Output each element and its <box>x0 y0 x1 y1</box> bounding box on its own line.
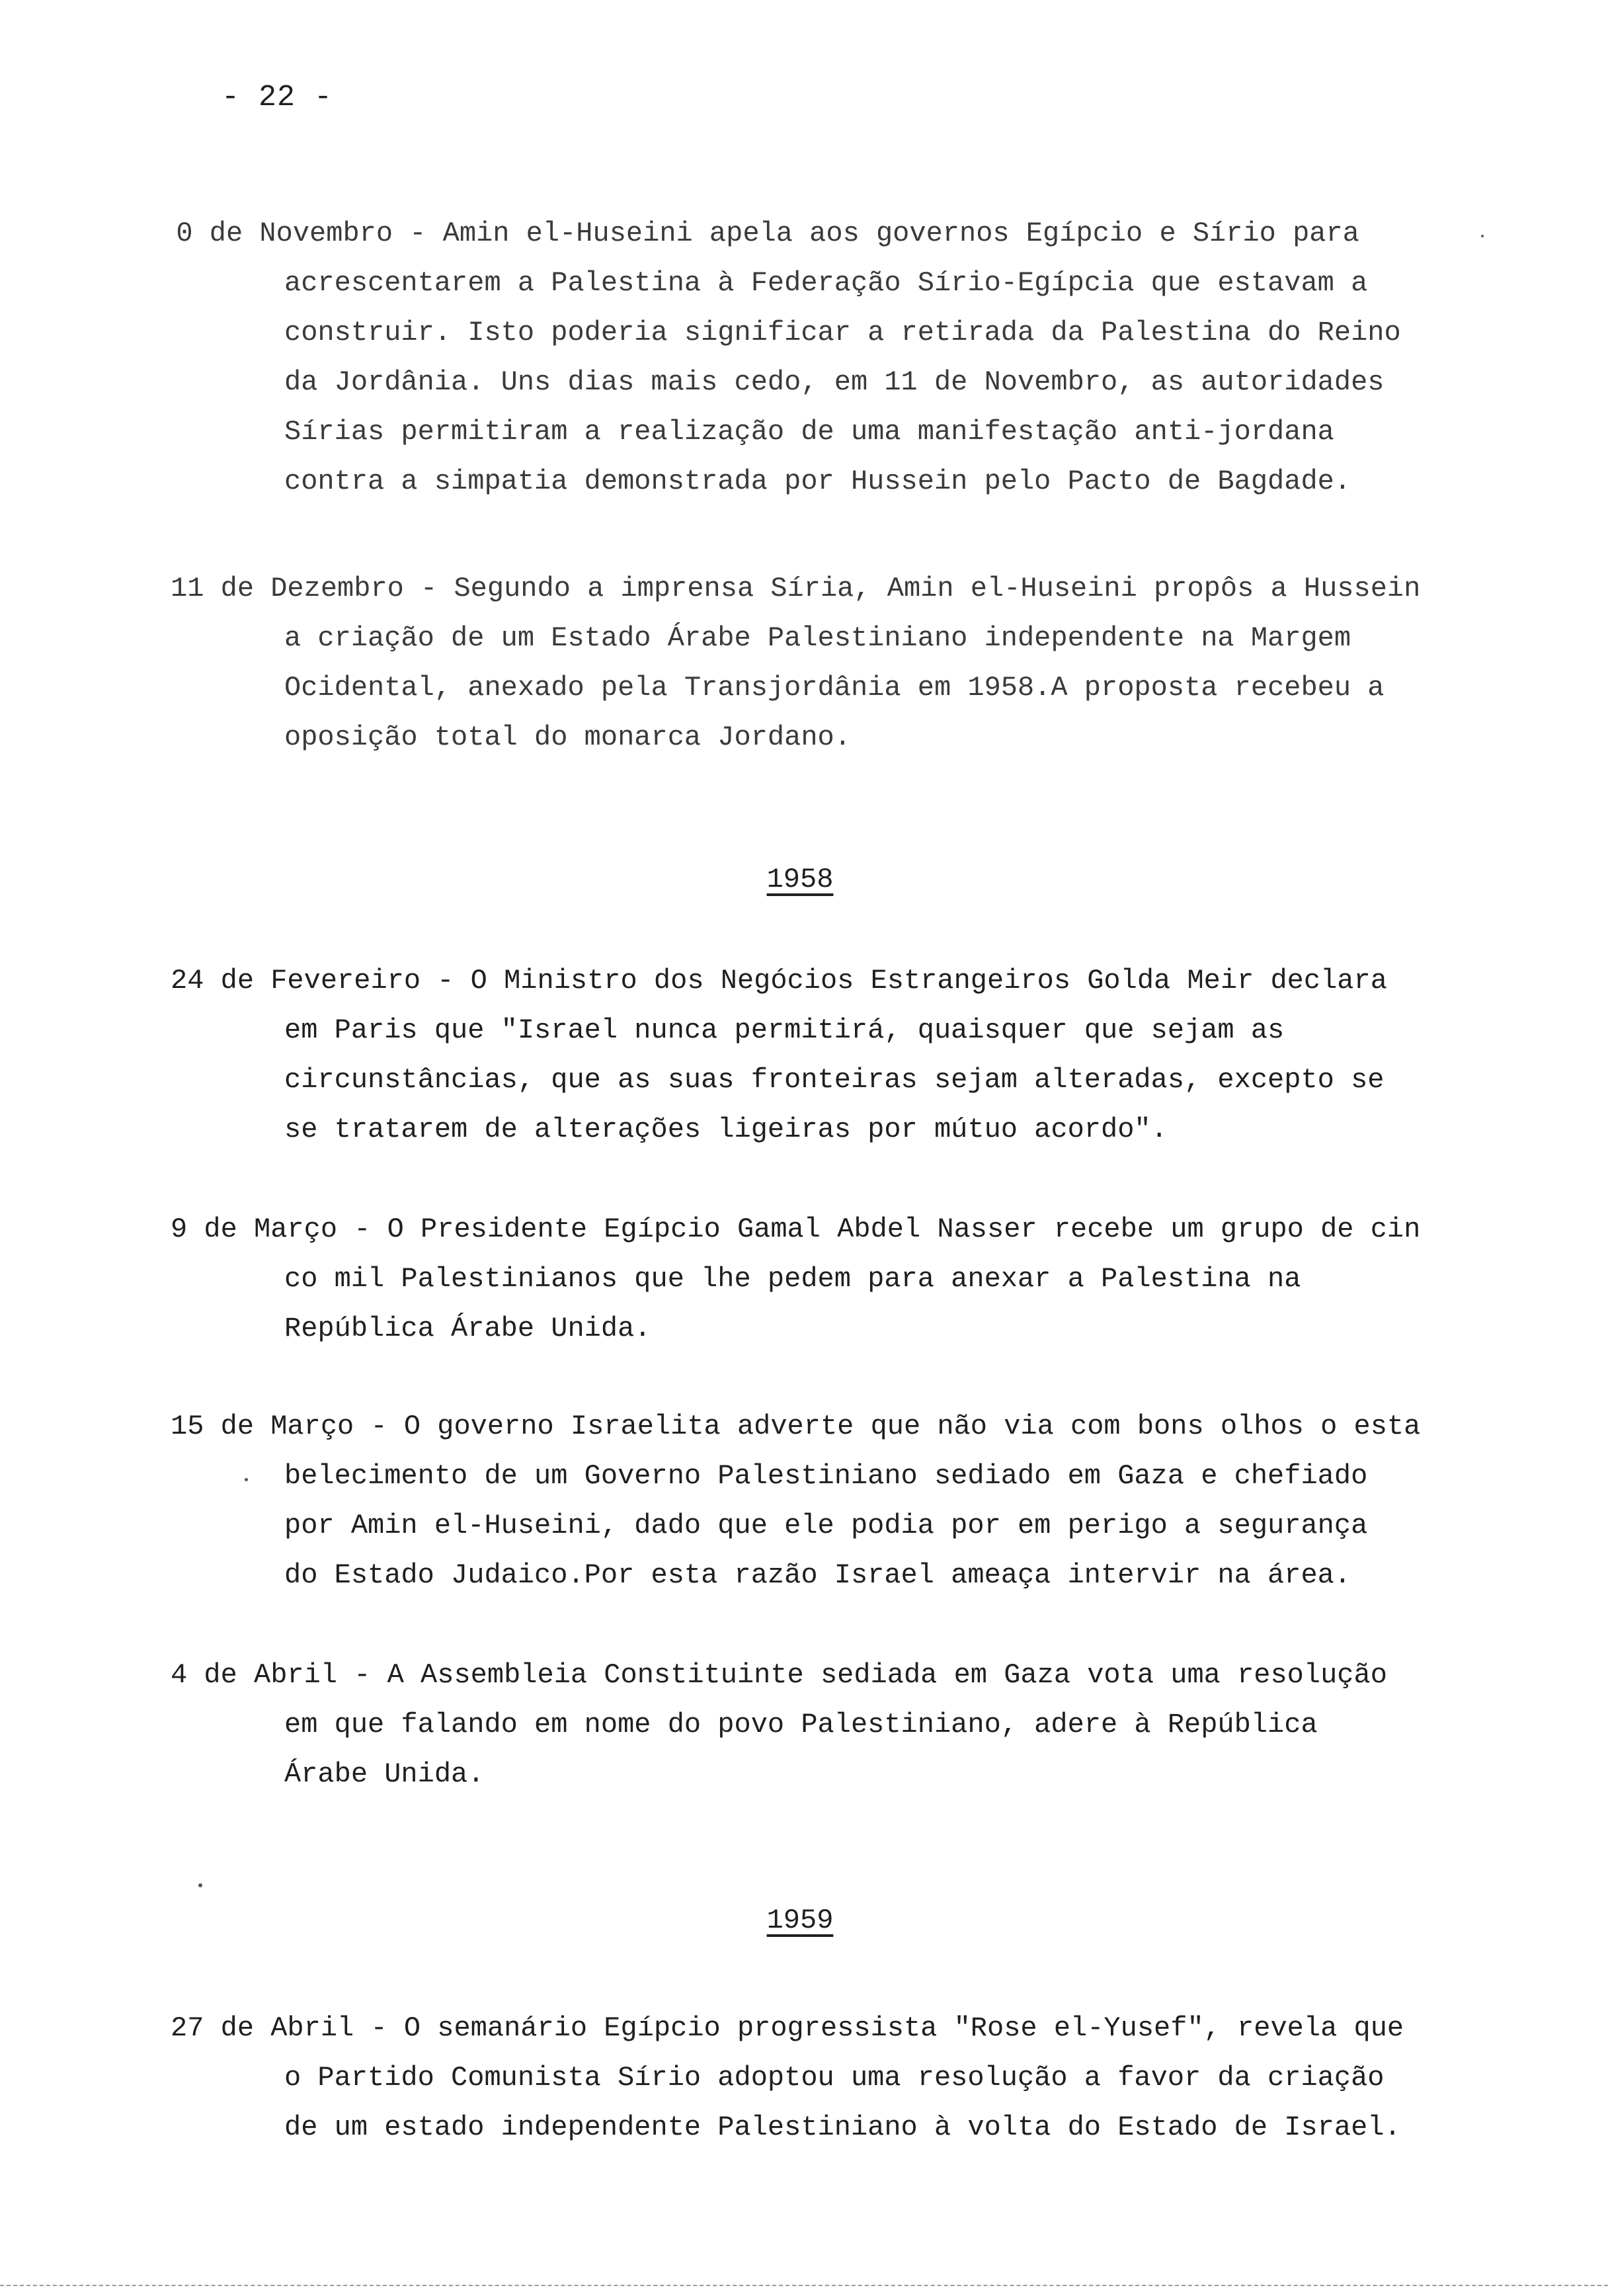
entry-november <box>171 209 1414 507</box>
entry-lead: 4 de Abril - A Assembleia Constituinte sediada em Gaza vota uma resolução <box>171 1659 1387 1691</box>
entry-body: a criação de um Estado Árabe Palestiniano independente na Margem Ocidental, anexado pela Transjordânia em 1958.A proposta recebeu a oposição total do monarca Jordano. <box>284 622 1385 753</box>
entry-body: belecimento de um Governo Palestiniano sediado em Gaza e chefiado por Amin el-Huseini, dado que ele podia por em perigo a segurança do Estado Judaico.Por esta razão Israel ameaça intervir na área. <box>284 1460 1368 1591</box>
scan-speck <box>1481 235 1484 237</box>
entry-lead: 0 de Novembro - Amin el-Huseini apela aos governos Egípcio e Sírio para <box>171 218 1359 249</box>
entry-body: em Paris que "Israel nunca permitirá, quaisquer que sejam as circunstâncias, que as suas fronteiras sejam alteradas, excepto se se tratarem de alterações ligeiras por mútuo acordo". <box>284 1014 1385 1145</box>
entry-lead: 11 de Dezembro - Segundo a imprensa Síria, Amin el-Huseini propôs a Hussein <box>171 573 1421 604</box>
year-heading-1959: 1959 <box>766 1905 834 1936</box>
entry-15-marco <box>171 1402 1421 1600</box>
entry-body: co mil Palestinianos que lhe pedem para anexar a Palestina na República Árabe Unida. <box>284 1263 1301 1344</box>
entry-body: o Partido Comunista Sírio adoptou uma resolução a favor da criação de um estado independente Palestiniano à volta do Estado de Israel. <box>284 2062 1401 2143</box>
page-number: - 22 - <box>221 81 333 114</box>
entry-24-fevereiro <box>171 956 1414 1155</box>
scan-edge-line <box>0 2285 1608 2286</box>
entry-body: acrescentarem a Palestina à Federação Sírio-Egípcia que estavam a construir. Isto poderia significar a retirada da Palestina do Reino da Jordânia. Uns dias mais cedo, em 11 de Novembro, as autoridades Sírias permitiram a realização de uma manifestação anti-jordana contra a simpatia demonstrada por Hussein pelo Pacto de Bagdade. <box>284 267 1401 497</box>
entry-27-abril <box>171 2004 1414 2152</box>
scan-speck <box>245 1478 248 1481</box>
entry-lead: 15 de Março - O governo Israelita adverte que não via com bons olhos o esta <box>171 1411 1421 1442</box>
entry-lead: 9 de Março - O Presidente Egípcio Gamal Abdel Nasser recebe um grupo de cin <box>171 1213 1421 1245</box>
entry-lead: 27 de Abril - O semanário Egípcio progressista "Rose el-Yusef", revela que <box>171 2012 1404 2044</box>
scan-speck <box>198 1883 202 1887</box>
entry-lead: 24 de Fevereiro - O Ministro dos Negócios Estrangeiros Golda Meir declara <box>171 965 1387 997</box>
entry-4-abril <box>171 1651 1414 1799</box>
entry-9-marco <box>171 1205 1421 1354</box>
entry-body: em que falando em nome do povo Palestiniano, adere à República Árabe Unida. <box>284 1709 1318 1790</box>
entry-december <box>171 564 1421 762</box>
year-heading-1958: 1958 <box>766 864 834 895</box>
